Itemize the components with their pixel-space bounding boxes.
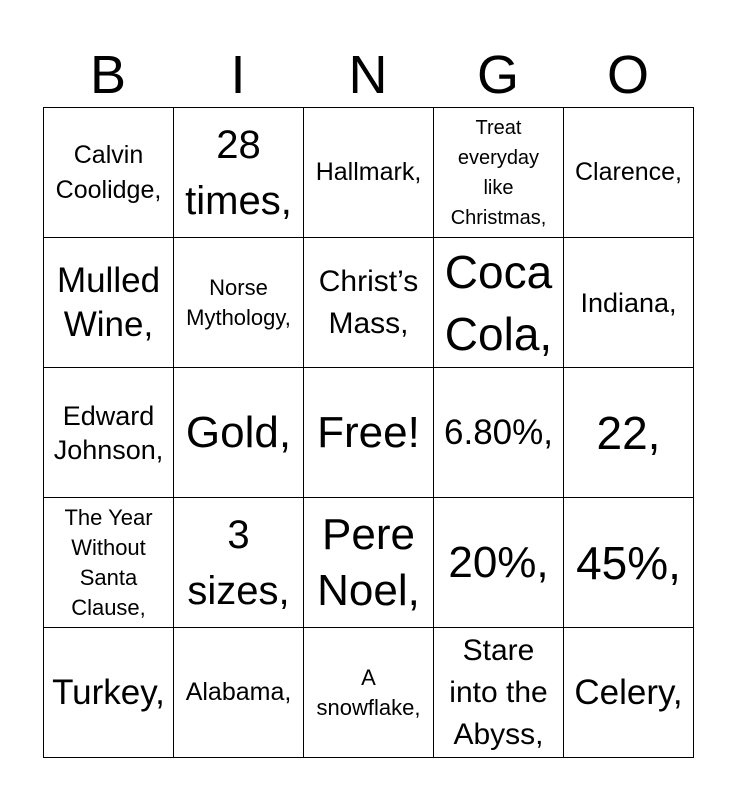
bingo-cell xyxy=(174,498,304,628)
bingo-cell xyxy=(304,238,434,368)
bingo-cell xyxy=(434,628,564,758)
cell-text: A snowflake, xyxy=(316,664,421,720)
bingo-cell xyxy=(44,628,174,758)
bingo-cell xyxy=(174,238,304,368)
bingo-board xyxy=(43,107,694,758)
cell-text: Clarence, xyxy=(575,158,682,186)
cell-text: Alabama, xyxy=(185,678,292,706)
bingo-cell xyxy=(174,368,304,498)
bingo-cell xyxy=(434,498,564,628)
bingo-cell xyxy=(174,628,304,758)
bingo-cell xyxy=(44,108,174,238)
header-letter-o: O xyxy=(606,45,649,105)
bingo-cell xyxy=(564,628,694,758)
cell-text: Gold, xyxy=(185,407,292,457)
cell-text: Hallmark, xyxy=(315,158,422,186)
cell-text: Stare into the Abyss, xyxy=(449,633,548,751)
bingo-cell xyxy=(564,498,694,628)
bingo-cell xyxy=(564,108,694,238)
cell-text: Christ’s Mass, xyxy=(318,264,419,340)
bingo-cell xyxy=(44,498,174,628)
bingo-cell xyxy=(174,108,304,238)
bingo-cell xyxy=(44,238,174,368)
bingo-cell free-space xyxy=(304,368,434,498)
bingo-cell xyxy=(564,368,694,498)
bingo-cell xyxy=(304,498,434,628)
cell-text: 6.80%, xyxy=(444,412,553,452)
bingo-cell xyxy=(434,368,564,498)
cell-text: Turkey, xyxy=(52,672,165,712)
cell-text: Norse Mythology, xyxy=(186,274,291,330)
cell-text: Treat everyday like Christmas, xyxy=(450,116,547,229)
header-letter-i: I xyxy=(230,45,246,105)
cell-text: Edward Johnson, xyxy=(53,400,164,465)
cell-text: 45%, xyxy=(576,536,681,589)
bingo-cell xyxy=(434,238,564,368)
cell-text: 28 times, xyxy=(185,122,292,223)
cell-text: 22, xyxy=(596,406,661,459)
cell-text: 3 sizes, xyxy=(187,512,290,613)
bingo-cell xyxy=(44,368,174,498)
cell-text: The Year Without Santa Clause, xyxy=(64,504,153,620)
header-letter-n: N xyxy=(348,45,388,105)
bingo-cell xyxy=(564,238,694,368)
cell-text: Indiana, xyxy=(580,287,677,318)
cell-text: Mulled Wine, xyxy=(56,260,161,344)
bingo-cell xyxy=(304,628,434,758)
cell-text: Pere Noel, xyxy=(317,509,420,615)
cell-text: Calvin Coolidge, xyxy=(55,140,162,204)
cell-text: Free! xyxy=(317,407,420,457)
bingo-cell xyxy=(304,108,434,238)
cell-text: 20%, xyxy=(448,537,549,587)
bingo-cell xyxy=(434,108,564,238)
cell-text: Coca Cola, xyxy=(444,245,553,360)
header-letter-b: B xyxy=(89,45,127,105)
cell-text: Celery, xyxy=(574,672,683,712)
header-letter-g: G xyxy=(476,45,519,105)
bingo-header xyxy=(43,44,693,106)
